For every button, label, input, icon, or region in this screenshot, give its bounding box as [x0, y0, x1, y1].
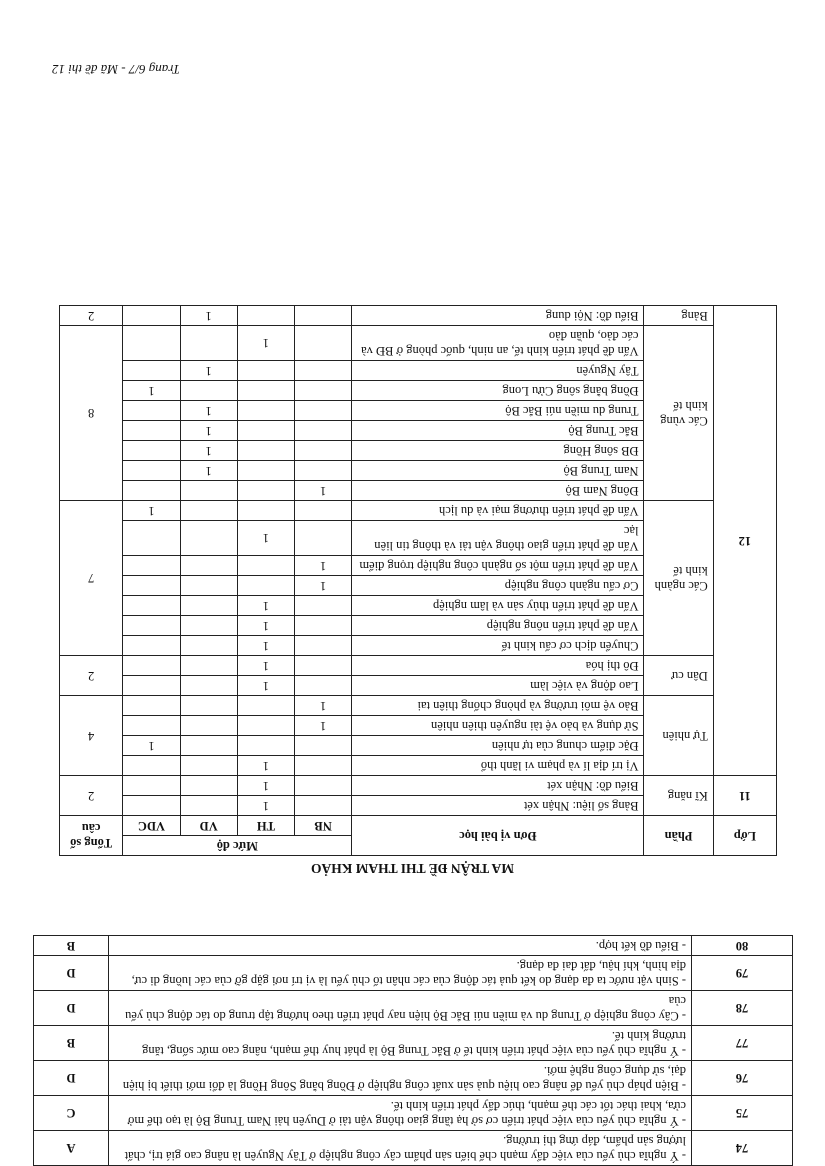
answer-letter: D: [34, 991, 109, 1026]
header-vdc: VDC: [123, 816, 180, 836]
cell-th: 1: [237, 596, 294, 616]
cell-vd: [180, 676, 237, 696]
question-number: 80: [692, 936, 793, 956]
page-footer: Trang 6/7 - Mã đề thi 12: [52, 62, 180, 77]
cell-vdc: [123, 421, 180, 441]
cell-vdc: [123, 656, 180, 676]
cell-nb: [295, 381, 352, 401]
cell-nb: [295, 306, 352, 326]
answer-row: [34, 1026, 793, 1061]
answer-explanation: - Sinh vật nước ta đa dạng do kết quả tác động của các nhân tố chủ yếu là vị trí nơi gặp gỡ của các luồng di cư, địa hình, khí hậu, đất đai đa dạng.: [109, 956, 692, 991]
cell-topic: Vấn đề phát triển thương mại và du lịch: [352, 501, 644, 521]
matrix-title: MA TRẬN ĐỀ THI THAM KHẢO: [311, 861, 514, 876]
cell-vdc: 1: [123, 501, 180, 521]
cell-nb: [295, 521, 352, 556]
cell-th: [237, 441, 294, 461]
cell-th: [237, 361, 294, 381]
cell-vdc: [123, 596, 180, 616]
header-tong: Tổng số câu: [60, 816, 123, 856]
cell-nb: 1: [295, 696, 352, 716]
cell-vdc: [123, 401, 180, 421]
cell-vd: [180, 576, 237, 596]
cell-vdc: [123, 616, 180, 636]
cell-th: 1: [237, 521, 294, 556]
cell-total: 2: [60, 306, 123, 326]
cell-nb: 1: [295, 576, 352, 596]
cell-total: 8: [60, 326, 123, 501]
cell-topic: Vấn đề phát triển giao thông vận tải và thông tin liên lạc: [352, 521, 644, 556]
answer-row: [34, 991, 793, 1026]
answer-explanation: - Biện pháp chủ yếu để nâng cao hiệu quả sản xuất công nghiệp ở Đồng bằng Sông Hồng là đổi mới thiết bị hiện đại, sử dụng công nghệ mới.: [109, 1061, 692, 1096]
matrix-row: [60, 756, 777, 776]
cell-topic: Vấn đề phát triển một số ngành công nghiệp trọng điểm: [352, 556, 644, 576]
cell-lop: 11: [713, 776, 776, 816]
answer-letter: D: [34, 956, 109, 991]
answer-row: [34, 956, 793, 991]
cell-vdc: [123, 461, 180, 481]
answer-letter: B: [34, 1026, 109, 1061]
cell-th: [237, 716, 294, 736]
cell-vd: [180, 556, 237, 576]
cell-topic: Vấn đề phát triển nông nghiệp: [352, 616, 644, 636]
cell-vd: [180, 776, 237, 796]
cell-topic: Biểu đồ: Nhận xét: [352, 776, 644, 796]
answer-key-table: [33, 935, 793, 1166]
cell-phan: Tự nhiên: [644, 696, 713, 776]
cell-phan: Kĩ năng: [644, 776, 713, 816]
cell-vd: [180, 326, 237, 361]
cell-topic: Cơ cấu ngành công nghiệp: [352, 576, 644, 596]
cell-nb: [295, 361, 352, 381]
cell-vdc: [123, 521, 180, 556]
cell-nb: [295, 616, 352, 636]
cell-vdc: 1: [123, 736, 180, 756]
cell-topic: Vấn đề phát triển thủy sản và lâm nghiệp: [352, 596, 644, 616]
header-vd: VD: [180, 816, 237, 836]
cell-nb: 1: [295, 481, 352, 501]
cell-phan: Dân cư: [644, 656, 713, 696]
cell-nb: [295, 656, 352, 676]
header-phan: Phần: [644, 816, 713, 856]
cell-topic: Trung du miền núi Bắc Bộ: [352, 401, 644, 421]
cell-topic: Lao động và việc làm: [352, 676, 644, 696]
question-number: 76: [692, 1061, 793, 1096]
cell-topic: Đồng bằng sông Cửu Long: [352, 381, 644, 401]
cell-vdc: [123, 326, 180, 361]
answer-explanation: - Ý nghĩa chủ yếu của việc phát triển kinh tế ở Bắc Trung Bộ là phát huy thế mạnh, nâng cao mức sống, tăng trưởng kinh tế.: [109, 1026, 692, 1061]
cell-th: 1: [237, 636, 294, 656]
cell-vd: 1: [180, 306, 237, 326]
cell-vdc: [123, 481, 180, 501]
cell-nb: [295, 421, 352, 441]
cell-nb: [295, 461, 352, 481]
cell-th: [237, 461, 294, 481]
header-muc-do: Mức độ: [123, 836, 352, 856]
cell-nb: [295, 441, 352, 461]
cell-vdc: [123, 361, 180, 381]
matrix-row: [60, 306, 777, 326]
cell-vdc: [123, 556, 180, 576]
cell-topic: Đông Nam Bộ: [352, 481, 644, 501]
cell-vd: [180, 616, 237, 636]
cell-vd: [180, 381, 237, 401]
cell-topic: Vấn đề phát triển kinh tế, an ninh, quốc phòng ở BĐ và các đảo, quần đảo: [352, 326, 644, 361]
cell-vdc: [123, 676, 180, 696]
cell-vd: 1: [180, 441, 237, 461]
header-don-vi: Đơn vị bài học: [352, 816, 644, 856]
cell-topic: Bắc Trung Bộ: [352, 421, 644, 441]
matrix-row: [60, 481, 777, 501]
answer-explanation: - Ý nghĩa chủ yếu của việc phát triển cơ sở hạ tầng giao thông vận tải ở Duyên hải Nam Trung Bộ là tạo thế mở cửa, khai thác tốt các thế mạnh, thúc đẩy phát triển kinh tế.: [109, 1096, 692, 1131]
cell-phan: Các vùng kinh tế: [644, 326, 713, 501]
cell-th: [237, 401, 294, 421]
cell-topic: Tây Nguyên: [352, 361, 644, 381]
answer-row: [34, 1131, 793, 1166]
cell-nb: [295, 796, 352, 816]
cell-vd: [180, 501, 237, 521]
matrix-row: [60, 676, 777, 696]
cell-th: [237, 696, 294, 716]
cell-th: 1: [237, 616, 294, 636]
cell-vd: [180, 636, 237, 656]
cell-vd: [180, 716, 237, 736]
answer-row: [34, 936, 793, 956]
cell-th: [237, 576, 294, 596]
cell-nb: [295, 596, 352, 616]
cell-vd: [180, 736, 237, 756]
header-th: TH: [237, 816, 294, 836]
cell-nb: [295, 676, 352, 696]
cell-vdc: [123, 696, 180, 716]
answer-row: [34, 1061, 793, 1096]
cell-vd: 1: [180, 401, 237, 421]
cell-total: 2: [60, 776, 123, 816]
cell-nb: [295, 736, 352, 756]
cell-th: 1: [237, 796, 294, 816]
cell-nb: [295, 756, 352, 776]
cell-phan: Bảng: [644, 306, 713, 326]
cell-nb: [295, 326, 352, 361]
cell-topic: Bảo vệ môi trường và phòng chống thiên tai: [352, 696, 644, 716]
cell-th: [237, 556, 294, 576]
answer-letter: B: [34, 936, 109, 956]
question-number: 77: [692, 1026, 793, 1061]
cell-total: 7: [60, 501, 123, 656]
cell-vd: [180, 696, 237, 716]
cell-th: [237, 421, 294, 441]
answer-letter: D: [34, 1061, 109, 1096]
question-number: 75: [692, 1096, 793, 1131]
matrix-row: [60, 636, 777, 656]
cell-topic: Vị trí địa lí và phạm vi lãnh thổ: [352, 756, 644, 776]
cell-th: [237, 306, 294, 326]
cell-th: 1: [237, 326, 294, 361]
cell-th: [237, 501, 294, 521]
answer-letter: C: [34, 1096, 109, 1131]
cell-topic: Bảng số liệu: Nhận xét: [352, 796, 644, 816]
question-number: 78: [692, 991, 793, 1026]
cell-topic: ĐB sông Hồng: [352, 441, 644, 461]
cell-topic: Đặc điểm chung của tự nhiên: [352, 736, 644, 756]
cell-th: [237, 736, 294, 756]
cell-vd: [180, 656, 237, 676]
header-nb: NB: [295, 816, 352, 836]
cell-vd: 1: [180, 461, 237, 481]
cell-th: 1: [237, 776, 294, 796]
cell-topic: Sử dụng và bảo vệ tài nguyên thiên nhiên: [352, 716, 644, 736]
cell-total: 4: [60, 696, 123, 776]
cell-vd: [180, 596, 237, 616]
cell-vd: [180, 756, 237, 776]
header-lop: Lớp: [713, 816, 776, 856]
cell-vdc: [123, 441, 180, 461]
answer-explanation: - Biểu đồ kết hợp.: [109, 936, 692, 956]
answer-row: [34, 1096, 793, 1131]
cell-nb: 1: [295, 716, 352, 736]
cell-nb: [295, 501, 352, 521]
cell-vdc: [123, 716, 180, 736]
cell-vd: [180, 481, 237, 501]
answer-explanation: - Ý nghĩa chủ yếu của việc đẩy mạnh chế biến sản phẩm cây công nghiệp ở Tây Nguyên là nâng cao giá trị, chất lượng sản phẩm, đáp ứng thị trường.: [109, 1131, 692, 1166]
cell-vdc: [123, 576, 180, 596]
question-number: 79: [692, 956, 793, 991]
cell-th: 1: [237, 656, 294, 676]
cell-total: 2: [60, 656, 123, 696]
cell-th: 1: [237, 756, 294, 776]
cell-vdc: 1: [123, 381, 180, 401]
cell-topic: Nam Trung Bộ: [352, 461, 644, 481]
cell-lop: 12: [713, 306, 776, 776]
exam-matrix-table: [59, 305, 777, 856]
cell-topic: Biểu đồ: Nội dung: [352, 306, 644, 326]
cell-th: 1: [237, 676, 294, 696]
question-number: 74: [692, 1131, 793, 1166]
answer-explanation: - Cây công nghiệp ở Trung du và miền núi Bắc Bộ hiện nay phát triển theo hướng tập trung do tác động chủ yếu của: [109, 991, 692, 1026]
matrix-row: [60, 796, 777, 816]
cell-vd: 1: [180, 361, 237, 381]
cell-phan: Các ngành kinh tế: [644, 501, 713, 656]
cell-vdc: [123, 756, 180, 776]
cell-nb: [295, 636, 352, 656]
cell-vdc: [123, 796, 180, 816]
cell-topic: Chuyển dịch cơ cấu kinh tế: [352, 636, 644, 656]
cell-nb: [295, 776, 352, 796]
cell-vd: [180, 521, 237, 556]
cell-th: [237, 481, 294, 501]
cell-topic: Đô thị hóa: [352, 656, 644, 676]
cell-th: [237, 381, 294, 401]
cell-vdc: [123, 636, 180, 656]
cell-nb: [295, 401, 352, 421]
answer-letter: A: [34, 1131, 109, 1166]
cell-vd: [180, 796, 237, 816]
cell-vdc: [123, 306, 180, 326]
cell-nb: 1: [295, 556, 352, 576]
cell-vdc: [123, 776, 180, 796]
cell-vd: 1: [180, 421, 237, 441]
